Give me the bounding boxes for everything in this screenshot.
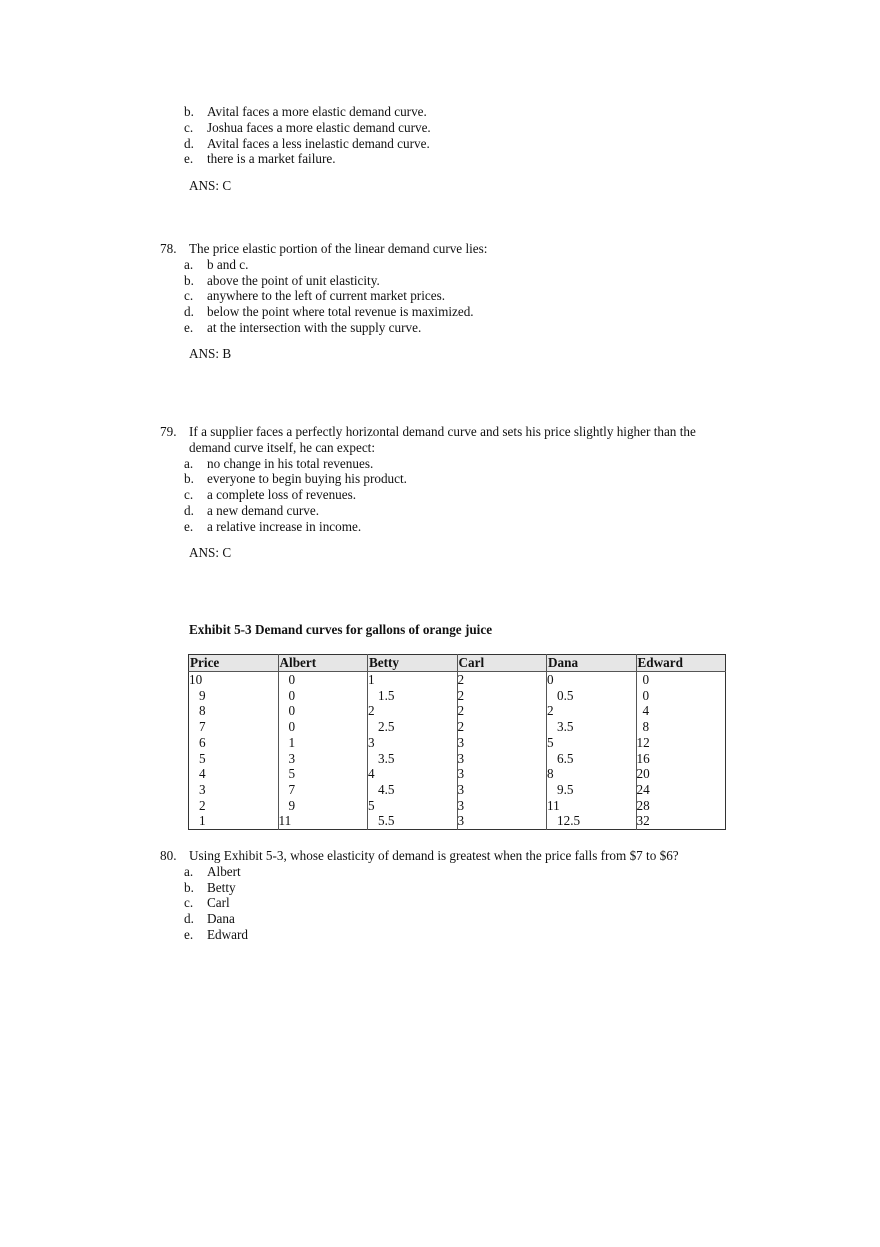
- table-cell: 24: [636, 782, 726, 798]
- table-cell: 5: [368, 798, 458, 814]
- table-cell: 5: [199, 750, 206, 766]
- table-cell: 0: [636, 672, 726, 688]
- table-cell: 3: [368, 735, 458, 751]
- option-row: a. b and c.: [184, 256, 249, 272]
- table-row: [189, 766, 726, 782]
- table-cell: 7: [199, 719, 206, 735]
- question-text: If a supplier faces a perfectly horizontal demand curve and sets his price slightly higher than the: [189, 424, 696, 439]
- table-row: [189, 719, 726, 735]
- question-number: 78.: [160, 241, 177, 256]
- table-cell: 3: [278, 751, 368, 767]
- table-cell: 5.5: [368, 813, 458, 829]
- table-cell: 4: [368, 766, 458, 782]
- option-row: c. Carl: [184, 895, 230, 911]
- table-cell: 9: [278, 798, 368, 814]
- table-cell: 3.5: [547, 719, 637, 735]
- answer-77: ANS: C: [189, 178, 232, 193]
- table-cell: 3: [457, 751, 547, 767]
- table-cell: 2: [199, 797, 206, 813]
- option-row: c. a complete loss of revenues.: [184, 487, 357, 503]
- table-cell: 1: [199, 813, 206, 829]
- option-row: d. a new demand curve.: [184, 502, 320, 518]
- table-cell: 28: [636, 798, 726, 814]
- exhibit-table: [188, 654, 726, 830]
- table-cell: 3: [457, 813, 547, 829]
- question-79: [160, 424, 740, 535]
- table-cell: 3.5: [368, 751, 458, 767]
- table-cell: 20: [636, 766, 726, 782]
- question-77-tail: [160, 104, 740, 167]
- table-row: [189, 735, 726, 751]
- option-row: e. a relative increase in income.: [184, 518, 362, 534]
- column-header: Albert: [278, 655, 368, 672]
- option-row: d. below the point where total revenue is maximized.: [184, 304, 474, 320]
- option-row: a. Albert: [184, 863, 241, 879]
- table-cell: 11: [278, 813, 368, 829]
- table-cell: 2: [457, 688, 547, 704]
- answer-79: ANS: C: [189, 545, 232, 560]
- table-row: [189, 813, 726, 829]
- table-cell: 0: [278, 688, 368, 704]
- question-text-cont: demand curve itself, he can expect:: [189, 439, 376, 455]
- table-cell: 1: [368, 672, 458, 688]
- table-cell: 2: [547, 703, 637, 719]
- answer-78: ANS: B: [189, 346, 232, 361]
- question-text: Using Exhibit 5-3, whose elasticity of demand is greatest when the price falls from $7 to $6?: [189, 848, 679, 863]
- option-row: b. everyone to begin buying his product.: [184, 471, 407, 487]
- table-cell: 3: [457, 782, 547, 798]
- question-80: [160, 848, 740, 943]
- question-number: 80.: [160, 848, 177, 863]
- question-text: The price elastic portion of the linear demand curve lies:: [189, 241, 488, 256]
- table-cell: 1.5: [368, 688, 458, 704]
- option-row: a. no change in his total revenues.: [184, 455, 374, 471]
- table-cell: 8: [636, 719, 726, 735]
- option-row: b. Betty: [184, 879, 236, 895]
- table-row: [189, 782, 726, 798]
- option-row: c. Joshua faces a more elastic demand curve.: [184, 119, 431, 135]
- table-cell: 10: [189, 672, 203, 687]
- table-cell: 11: [547, 798, 637, 814]
- table-cell: 2: [457, 719, 547, 735]
- column-header: Dana: [547, 655, 637, 672]
- table-cell: 16: [636, 751, 726, 767]
- table-cell: 3: [199, 781, 206, 797]
- option-row: b. above the point of unit elasticity.: [184, 272, 380, 288]
- table-cell: 1: [278, 735, 368, 751]
- table-cell: 0: [278, 719, 368, 735]
- table-row: [189, 751, 726, 767]
- question-78: [160, 241, 740, 336]
- table-cell: 4: [636, 703, 726, 719]
- exhibit-title: Exhibit 5-3 Demand curves for gallons of orange juice: [189, 622, 493, 637]
- table-row: [189, 688, 726, 704]
- table-row: [189, 672, 726, 688]
- table-header-row: [189, 655, 726, 672]
- column-header: Betty: [368, 655, 458, 672]
- column-header: Price: [189, 655, 279, 672]
- table-cell: 3: [457, 735, 547, 751]
- table-cell: 0: [278, 672, 368, 688]
- table-row: [189, 798, 726, 814]
- table-cell: 9.5: [547, 782, 637, 798]
- column-header: Carl: [457, 655, 547, 672]
- table-cell: 2.5: [368, 719, 458, 735]
- table-cell: 8: [547, 766, 637, 782]
- table-cell: 4: [199, 766, 206, 782]
- table-cell: 5: [547, 735, 637, 751]
- table-cell: 2: [368, 703, 458, 719]
- question-number: 79.: [160, 424, 177, 439]
- option-row: e. at the intersection with the supply curve.: [184, 319, 422, 335]
- table-cell: 0: [547, 672, 637, 688]
- table-cell: 9: [199, 687, 206, 703]
- table-cell: 8: [199, 703, 206, 719]
- table-cell: 3: [457, 798, 547, 814]
- option-row: e. Edward: [184, 926, 249, 942]
- column-header: Edward: [636, 655, 726, 672]
- table-cell: 32: [636, 813, 726, 829]
- option-row: d. Dana: [184, 911, 235, 927]
- table-cell: 0: [636, 688, 726, 704]
- table-cell: 5: [278, 766, 368, 782]
- table-cell: 3: [457, 766, 547, 782]
- option-row: b. Avital faces a more elastic demand curve.: [184, 104, 427, 119]
- table-row: [189, 703, 726, 719]
- table-cell: 0.5: [547, 688, 637, 704]
- option-row: d. Avital faces a less inelastic demand curve.: [184, 135, 430, 151]
- table-cell: 12: [636, 735, 726, 751]
- option-row: c. anywhere to the left of current market prices.: [184, 288, 445, 304]
- option-row: e. there is a market failure.: [184, 151, 336, 167]
- table-cell: 0: [278, 703, 368, 719]
- table-cell: 6: [199, 734, 206, 750]
- table-cell: 2: [457, 672, 547, 688]
- table-cell: 6.5: [547, 751, 637, 767]
- table-cell: 4.5: [368, 782, 458, 798]
- table-cell: 12.5: [547, 813, 637, 829]
- table-cell: 7: [278, 782, 368, 798]
- table-cell: 2: [457, 703, 547, 719]
